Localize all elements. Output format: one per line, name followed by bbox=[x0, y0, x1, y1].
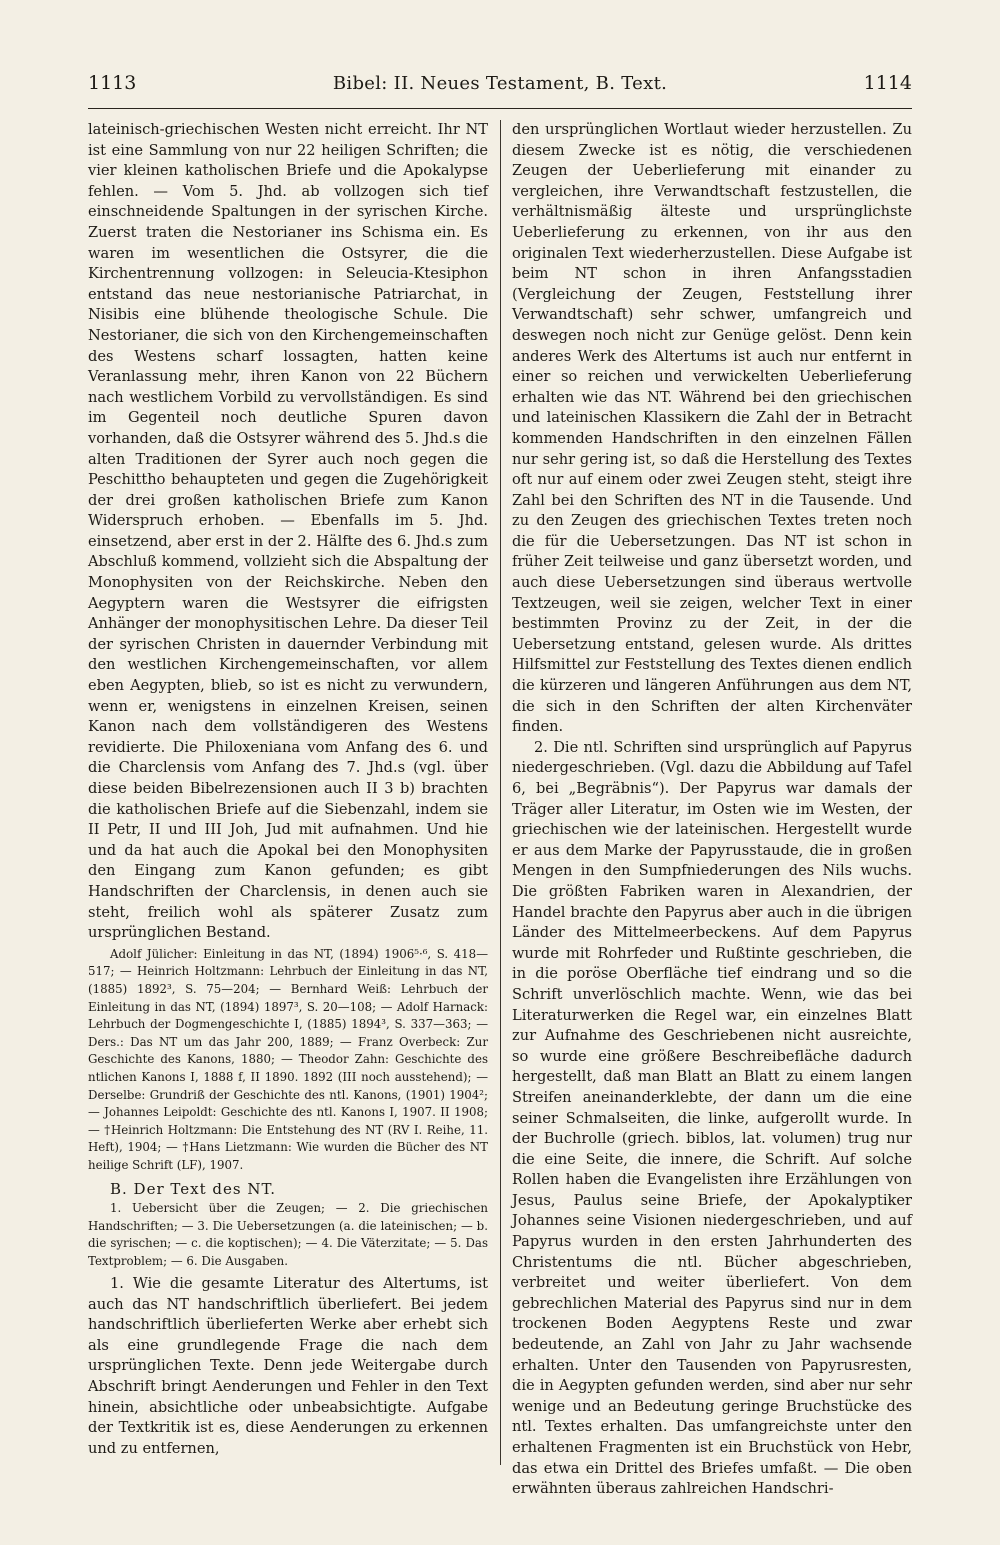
right-paragraph-2: 2. Die ntl. Schriften sind ursprünglich auf Papyrus niedergeschrieben. (Vgl. dazu die Abbildung auf Tafel 6, bei „Begräbnis“). Der Papyrus war damals der Träger aller Literatur, im Osten wie im Westen, der griechischen wie der lateinischen. Hergestellt wurde er aus dem Marke der Papyrusstaude, die in großen Mengen in den Sumpfniederungen des Nils wuchs. Die größten Fabriken waren in Alexandrien, der Handel brachte den Papyrus aber auch in die übrigen Länder des Mittelmeerbeckens. Auf dem Papyrus wurde mit Rohrfeder und Rußtinte geschrieben, die in die poröse Oberfläche tief eindrang und so die Schrift unverlöschlich machte. Wenn, wie das bei Literaturwerken die Regel war, ein einzelnes Blatt zur Aufnahme des Geschriebenen nicht ausreichte, so wurde eine größere Beschreibefläche dadurch hergestellt, daß man Blatt an Blatt zu einem langen Streifen aneinanderklebte, der dann um die eine seiner Schmalseiten, die linke, aufgerollt wurde. In der Buchrolle (griech. biblos, lat. volumen) trug nur die eine Seite, die innere, die Schrift. Auf solche Rollen haben die Evangelisten ihre Erzählungen von Jesus, Paulus seine Briefe, der Apokalyptiker Johannes seine Visionen niedergeschrieben, und auf Papyrus wurden in den ersten Jahrhunderten des Christentums die ntl. Bücher abgeschrieben, verbreitet und weiter überliefert. Von dem gebrechlichen Material des Papyrus sind nur in dem trockenen Boden Aegyptens Reste und zwar bedeutende, an Zahl von Jahr zu Jahr wachsende erhalten. Unter den Tausenden von Papyrusresten, die in Aegypten gefunden werden, sind aber nur sehr wenige und an Bedeutung geringe Bruchstücke des ntl. Textes erhalten. Das umfangreichste unter den erhaltenen Fragmenten ist ein Bruchstück von Hebr, das etwa ein Drittel des Briefes umfaßt. — Die oben erwähnten überaus zahlreichen Handschri- bbox=[512, 738, 912, 1498]
column-divider bbox=[500, 120, 501, 1465]
bibliography: Adolf Jülicher: Einleitung in das NT, (1894) 1906⁵·⁶, S. 418—517; — Heinrich Holtzmann: Lehrbuch der Einleitung in das NT, (1885) 1892³, S. 75—204; — Bernhard Weiß: Lehrbuch der Einleitung in das NT, (1894) 1897³, S. 20—108; — Adolf Harnack: Lehrbuch der Dogmengeschichte I, (1885) 1894³, S. 337—363; — Ders.: Das NT um das Jahr 200, 1889; — Franz Overbeck: Zur Geschichte des Kanons, 1880; — Theodor Zahn: Geschichte des ntlichen Kanons I, 1888 f, II 1890. 1892 (III noch ausstehend); — Derselbe: Grundriß der Geschichte des ntl. Kanons, (1901) 1904²; — Johannes Leipoldt: Geschichte des ntl. Kanons I, 1907. II 1908; — †Heinrich Holtzmann: Die Entstehung des NT (RV I. Reihe, 11. Heft), 1904; — †Hans Lietzmann: Wie wurden die Bücher des NT heilige Schrift (LF), 1907. bbox=[88, 946, 488, 1172]
right-column bbox=[512, 120, 912, 1498]
left-paragraph-2: 1. Wie die gesamte Literatur des Altertums, ist auch das NT handschriftlich überliefert. Bei jedem handschriftlich überlieferten Werke aber erhebt sich als eine grundlegende Frage die nach dem ursprünglichen Texte. Denn jede Weitergabe durch Abschrift bringt Aenderungen und Fehler in den Text hinein, absichtliche oder unbeabsichtigte. Aufgabe der Textkritik ist es, diese Aenderungen zu erkennen und zu entfernen, bbox=[88, 1275, 488, 1457]
header-rule bbox=[88, 108, 912, 109]
section-contents: 1. Uebersicht über die Zeugen; — 2. Die griechischen Handschriften; — 3. Die Uebersetzungen (a. die lateinischen; — b. die syrischen; — c. die koptischen); — 4. Die Väterzitate; — 5. Das Textproblem; — 6. Die Ausgaben. bbox=[88, 1201, 488, 1268]
section-heading: B. Der Text des NT. bbox=[110, 1180, 277, 1199]
left-paragraph-1: lateinisch-griechischen Westen nicht erreicht. Ihr NT ist eine Sammlung von nur 22 heiligen Schriften; die vier kleinen katholischen Briefe und die Apokalypse fehlen. — Vom 5. Jhd. ab vollzogen sich tief einschneidende Spaltungen in der syrischen Kirche. Zuerst traten die Nestorianer ins Schisma ein. Es waren im wesentlichen die Ostsyrer, die die Kirchentrennung vollzogen: in Seleucia-Ktesiphon entstand das neue nestorianische Patriarchat, in Nisibis eine blühende theologische Schule. Die Nestorianer, die sich von den Kirchengemeinschaften des Westens scharf lossagten, hatten keine Veranlassung mehr, ihren Kanon von 22 Büchern nach westlichem Vorbild zu vervollständigen. Es sind im Gegenteil noch deutliche Spuren davon vorhanden, daß die Ostsyrer während des 5. Jhd.s die alten Traditionen der Syrer auch noch gegen die Peschittho behaupteten und gegen die Zugehörigkeit der drei großen katholischen Briefe zum Kanon Widerspruch erhoben. — Ebenfalls im 5. Jhd. einsetzend, aber erst in der 2. Hälfte des 6. Jhd.s zum Abschluß kommend, vollzieht sich die Abspaltung der Monophysiten von der Reichskirche. Neben den Aegyptern waren die Westsyrer die eifrigsten Anhänger der monophysitischen Lehre. Da dieser Teil der syrischen Christen in dauernder Verbindung mit den westlichen Kirchengemeinschaften, vor allem eben Aegypten, blieb, so ist es nicht zu verwundern, wenn er, wenigstens in einzelnen Kreisen, seinen Kanon nach dem vollständigeren des Westens revidierte. Die Philoxeniana vom Anfang des 6. und die Charclensis vom Anfang des 7. Jhd.s (vgl. über diese beiden Bibelrezensionen auch II 3 b) brachten die katholischen Briefe auf die Siebenzahl, indem sie II Petr, II und III Joh, Jud mit aufnahmen. Und hie und da hat auch die Apokal bei den Monophysiten den Eingang zum Kanon gefunden; es gibt Handschriften der Charclensis, in denen auch sie steht, freilich wohl als späterer Zusatz zum ursprünglichen Bestand. bbox=[88, 121, 488, 942]
left-column bbox=[88, 120, 488, 1465]
right-page-number: 1114 bbox=[863, 72, 912, 94]
right-paragraph-1: den ursprünglichen Wortlaut wieder herzustellen. Zu diesem Zwecke ist es nötig, die verschiedenen Zeugen der Ueberlieferung mit einander zu vergleichen, ihre Verwandtschaft festzustellen, die verhältnismäßig älteste und ursprünglichste Ueberlieferung zu erkennen, von ihr aus den originalen Text wiederherzustellen. Diese Aufgabe ist beim NT schon in ihren Anfangsstadien (Vergleichung der Zeugen, Feststellung ihrer Verwandtschaft) sehr schwer, umfangreich und deswegen noch nicht zur Genüge gelöst. Denn kein anderes Werk des Altertums ist auch nur entfernt in einer so reichen und verwickelten Ueberlieferung erhalten wie das NT. Während bei den griechischen und lateinischen Klassikern die Zahl der in Betracht kommenden Handschriften in den einzelnen Fällen nur sehr gering ist, so daß die Herstellung des Textes oft nur auf einem oder zwei Zeugen steht, steigt ihre Zahl bei den Schriften des NT in die Tausende. Und zu den Zeugen des griechischen Textes treten noch die für die Uebersetzungen. Das NT ist schon in früher Zeit teilweise und ganz übersetzt worden, und auch diese Uebersetzungen sind überaus wertvolle Textzeugen, weil sie zeigen, welcher Text in einer bestimmten Provinz zu der Zeit, in der die Uebersetzung entstand, gelesen wurde. Als drittes Hilfsmittel zur Feststellung des Textes dienen endlich die kürzeren und längeren Anführungen aus dem NT, die sich in den Schriften der alten Kirchenväter finden. bbox=[512, 121, 912, 736]
page-header bbox=[88, 72, 912, 106]
left-page-number: 1113 bbox=[88, 72, 137, 94]
running-title: Bibel: II. Neues Testament, B. Text. bbox=[332, 73, 668, 94]
